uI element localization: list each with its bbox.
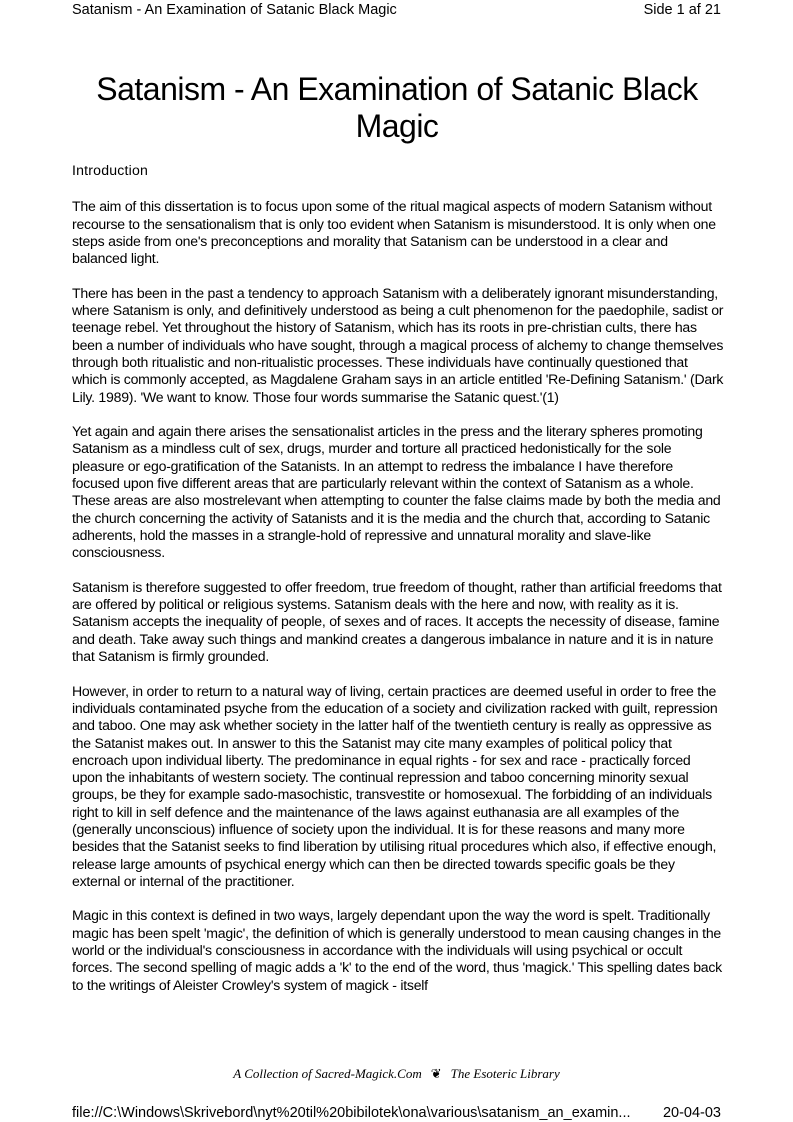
file-path: file://C:\Windows\Skrivebord\nyt%20til%20bibilotek\ona\various\satanism_an_examin... [72,1105,631,1121]
print-date: 20-04-03 [662,1105,721,1121]
paragraph: There has been in the past a tendency to approach Satanism with a deliberately ignorant misunderstanding, where Satanism is only, and definitively understood as being a cult phenomenon for the paedophile, sadist or teenage rebel. Yet throughout the history of Satanism, which has its roots in pre-christian cults, there has been a number of individuals who have sought, through a magical process of alchemy to change themselves through both ritualistic and non-ritualistic processes. These individuals have continually questioned that which is commonly accepted, as Magdalene Graham says in an article entitled 'Re-Defining Satanism.' (Dark Lily. 1989). 'We want to know. Those four words summarise the Satanic quest.'(1) [72,284,724,405]
section-heading: Introduction [72,162,149,178]
running-header-title: Satanism - An Examination of Satanic Black Magic [72,2,397,18]
fleuron-icon: ❦ [430,1066,442,1081]
brand-collection-text: A Collection of Sacred-Magick.Com [233,1066,422,1081]
paragraph: Yet again and again there arises the sensationalist articles in the press and the literary spheres promoting Satanism as a mindless cult of sex, drugs, murder and torture all practiced hedonistically for the sole pleasure or ego-gratification of the Satanists. In an attempt to redress the imbalance I have therefore focused upon five different areas that are particularly relevant within the context of Satanism as a whole. These areas are also mostrelevant when attempting to counter the false claims made by both the media and the church concerning the activity of Satanists and it is the media and the church that, according to Satanic adherents, hold the masses in a strangle-hold of repressive and unnatural morality and slave-like consciousness. [72,423,721,561]
footer-brand [0,1066,793,1082]
paragraph: However, in order to return to a natural way of living, certain practices are deemed useful in order to free the individuals contaminated psyche from the education of a society and civilization racked with guilt, repression and taboo. One may ask whether society in the latter half of the twentieth century is really as oppressive as the Satanist makes out. In answer to this the Satanist may cite many examples of political policy that encroach upon individual liberty. The predominance in equal rights - for sex and race - practically forced upon the inhabitants of western society. The continual repression and taboo concerning minority sexual groups, be they for example sado-masochistic, transvestite or homosexual. The forbidding of an individuals right to kill in self defence and the maintenance of the laws against euthanasia are all examples of the (generally unconscious) influence of society upon the individual. It is for these reasons and many more besides that the Satanist seeks to find liberation by utilising ritual procedures which also, if effective enough, release large amounts of psychical energy which can then be directed towards specific goals be they external or internal of the practitioner. [72,682,718,889]
paragraph: Magic in this context is defined in two ways, largely dependant upon the way the word is spelt. Traditionally magic has been spelt 'magic', the definition of which is generally understood to mean causing changes in the world or the individual's consciousness in accordance with the individuals will using psychical or occult forces. The second spelling of magic adds a 'k' to the end of the word, thus 'magick.' This spelling dates back to the writings of Aleister Crowley's system of magick - itself [72,907,722,993]
page-indicator: Side 1 af 21 [643,2,721,18]
paragraph: Satanism is therefore suggested to offer freedom, true freedom of thought, rather than artificial freedoms that are offered by political or religious systems. Satanism deals with the here and now, with reality as it is. Satanism accepts the inequality of people, of sexes and of races. It accepts the necessity of disease, famine and death. Take away such things and mankind creates a dangerous imbalance in nature and it is in nature that Satanism is firmly grounded. [72,578,722,665]
article-body [72,162,724,1011]
page-title: Satanism - An Examination of Satanic Black Magic [96,71,698,144]
paragraph: The aim of this dissertation is to focus upon some of the ritual magical aspects of modern Satanism without recourse to the sensationalism that is only too evident when Satanism is misunderstood. It is only when one steps aside from one's preconceptions and morality that Satanism can be understood in a clear and balanced light. [72,198,716,267]
brand-library-text: The Esoteric Library [450,1066,560,1081]
